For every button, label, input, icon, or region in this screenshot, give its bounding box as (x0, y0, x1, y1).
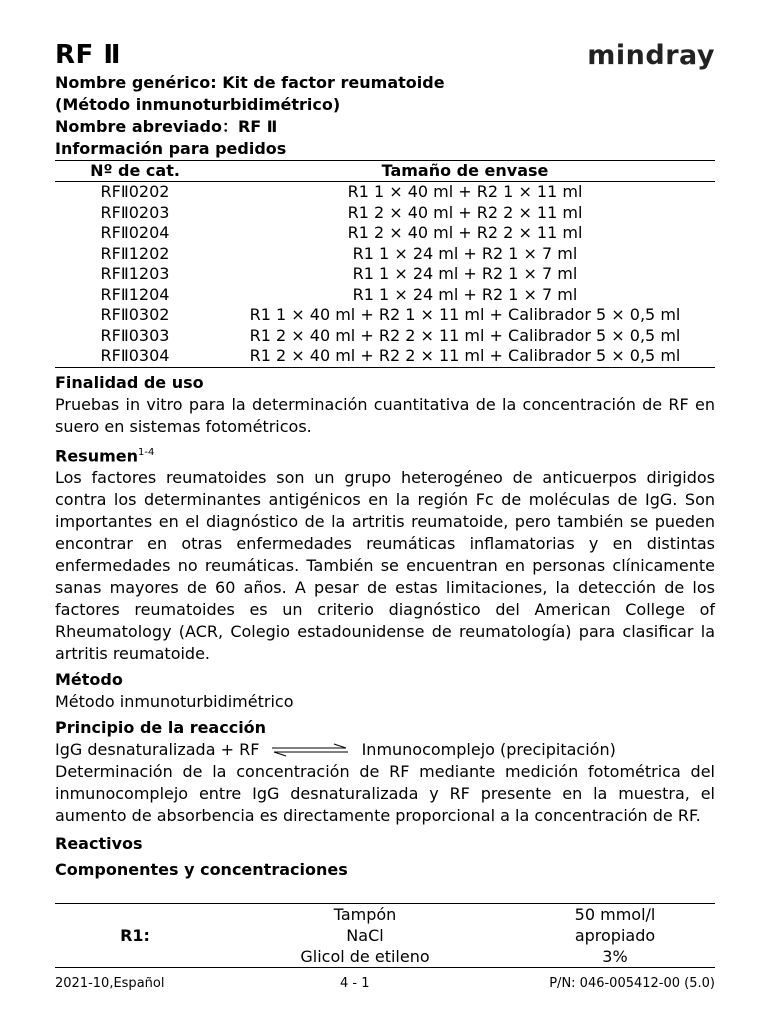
cat-number: RFⅡ0304 (100, 346, 170, 365)
footer-part-number: P/N: 046-005412-00 (5.0) (549, 976, 715, 991)
pack-size: R1 1 × 40 ml + R2 1 × 11 ml (347, 182, 583, 201)
components-heading: Componentes y concentraciones (55, 859, 348, 879)
table-row (55, 285, 715, 306)
component-concentration: 3% (602, 946, 628, 966)
component-name: Glicol de etileno (300, 946, 430, 966)
method-heading: Método (55, 669, 123, 689)
r1-label: R1: (120, 925, 150, 945)
reaction-equation (55, 739, 715, 761)
pack-size: R1 1 × 24 ml + R2 1 × 7 ml (352, 243, 578, 263)
footer-page-number: 4 - 1 (340, 976, 370, 991)
table-row (55, 903, 715, 925)
table-row (55, 264, 715, 285)
ordering-heading: Información para pedidos (55, 139, 287, 158)
intended-use-text: Pruebas in vitro para la determinación cuantitativa de la concentración de RF en suero en sistemas fotométricos. (55, 394, 715, 436)
table-row (55, 244, 715, 265)
cat-number: RFⅡ0204 (100, 223, 170, 242)
column-header-cat: Nº de cat. (90, 161, 180, 180)
reagents-heading: Reactivos (55, 833, 143, 853)
short-name: Nombre abreviado：RF Ⅱ (55, 117, 278, 136)
method-note: (Método inmunoturbidimétrico) (55, 95, 341, 114)
component-concentration: 50 mmol/l (574, 904, 656, 924)
pack-size: R1 1 × 40 ml + R2 1 × 11 ml + Calibrador 5 × 0,5 ml (249, 305, 681, 324)
footer-date-language: 2021-10,Español (55, 976, 165, 991)
pack-size: R1 1 × 24 ml + R2 1 × 7 ml (352, 264, 578, 283)
summary-text: Los factores reumatoides son un grupo heterogéneo de anticuerpos dirigidos contra los determinantes antigénicos en la región Fc de moléculas de IgG. Son importantes en el diagnóstico de la artritis reumatoide, pero también se pueden encontrar en otras enfermedades reumáticas inflamatorias y en distintas enfermedades no reumáticas. También se encuentran en personas clínicamente sanas mayores de 60 años. A pesar de estas limitaciones, la detección de los factores reumatoides es un criterio diagnóstico del American College of Rheumatology (ACR, Colegio estadounidense de reumatología) para clasificar la artritis reumatoide. (55, 467, 715, 663)
title-row (55, 38, 715, 72)
summary-heading-label: Resumen (55, 445, 138, 465)
table-row (55, 203, 715, 224)
table-row (55, 326, 715, 347)
mindray-logo: mindray (587, 40, 715, 71)
principle-text: Determinación de la concentración de RF mediante medición fotométrica del inmunocomplejo entre IgG desnaturalizada y RF presente en la muestra, el aumento de absorbencia es directamente proporcional a la concentración de RF. (55, 761, 715, 825)
cat-number: RFⅡ0302 (100, 305, 170, 324)
table-row (55, 346, 715, 367)
reactants: IgG desnaturalizada + RF (55, 739, 260, 759)
pack-size: R1 2 × 40 ml + R2 2 × 11 ml (347, 202, 583, 222)
table-row (55, 305, 715, 326)
cat-number: RFⅡ0202 (100, 182, 170, 201)
component-name: NaCl (346, 925, 384, 945)
principle-heading: Principio de la reacción (55, 717, 267, 737)
table-row (55, 223, 715, 244)
product-title: RF Ⅱ (55, 40, 121, 70)
component-name: Tampón (333, 904, 397, 924)
pack-size: R1 2 × 40 ml + R2 2 × 11 ml (347, 223, 583, 242)
summary-heading (55, 442, 715, 467)
cat-number: RFⅡ0203 (100, 202, 170, 222)
components-table (55, 903, 715, 968)
generic-name: Nombre genérico: Kit de factor reumatoide (55, 73, 445, 92)
component-concentration: apropiado (574, 925, 656, 945)
table-row (55, 925, 715, 946)
cat-number: RFⅡ1203 (100, 264, 170, 283)
summary-reference: 1-4 (138, 446, 155, 458)
cat-number: RFⅡ1202 (100, 243, 170, 263)
cat-number: RFⅡ0303 (100, 325, 170, 345)
pack-size: R1 2 × 40 ml + R2 2 × 11 ml + Calibrador 5 × 0,5 ml (249, 346, 681, 365)
pack-size: R1 1 × 24 ml + R2 1 × 7 ml (352, 284, 578, 304)
equilibrium-arrow-icon (270, 743, 350, 757)
method-text: Método inmunoturbidimétrico (55, 691, 294, 711)
ordering-table (55, 160, 715, 368)
pack-size: R1 2 × 40 ml + R2 2 × 11 ml + Calibrador 5 × 0,5 ml (249, 325, 681, 345)
table-row (55, 182, 715, 203)
products: Inmunocomplejo (precipitación) (361, 739, 616, 759)
cat-number: RFⅡ1204 (100, 284, 170, 304)
column-header-size: Tamaño de envase (381, 161, 549, 180)
table-row (55, 946, 715, 968)
ordering-header-row (55, 161, 715, 182)
intended-use-heading: Finalidad de uso (55, 372, 204, 392)
document-page (55, 38, 715, 968)
